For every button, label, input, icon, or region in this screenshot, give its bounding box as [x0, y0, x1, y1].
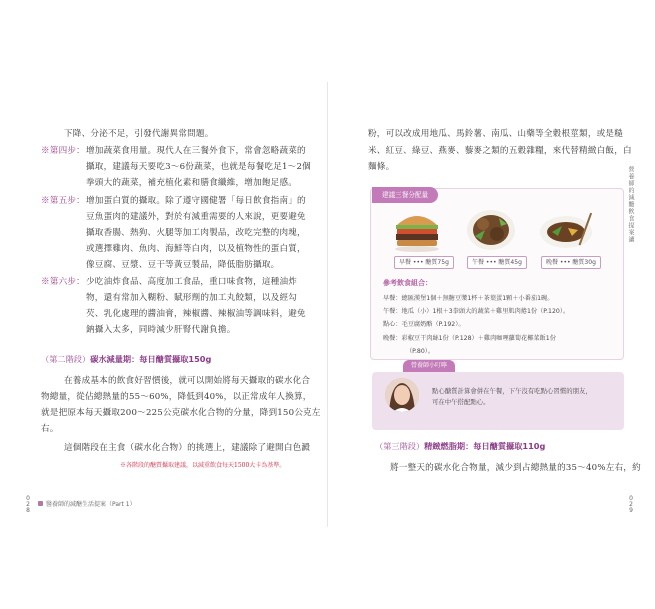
dietitian-tip-tab: 營養師小叮嚀	[403, 360, 455, 372]
left-line-4: 增加蛋白質的攝取。除了遵守國健署「每日飲食指南」的	[86, 196, 306, 206]
left-line-9: 少吃油炸食品、高度加工食品，重口味食物，這種油炸	[86, 277, 298, 287]
tip-line-0: 點心醣質計算會併在午餐，下午沒有吃點心習慣的朋友，	[432, 387, 592, 395]
menu-lunch: 午餐：地瓜（小）1根＋3拳頭大的蔬菜＋雞里肌肉捲1份（P.120）。	[383, 308, 570, 315]
section-3-title: 精緻燃脂期：每日醣質攝取110g	[424, 441, 546, 451]
tip-line-1: 可在中午搭配點心。	[432, 398, 490, 406]
section-2-title: 碳水減量期：每日醣質攝取150g	[90, 354, 212, 364]
left-line-5: 豆魚蛋肉的建議外，對於有減重需要的人來說，更要避免	[86, 212, 306, 222]
red-footnote: ※各階段的醣質攝取建議，以減重飲食每天1500大卡為基準。	[120, 462, 286, 469]
right-line-0: 粉，可以改成用地瓜、馬鈴薯、南瓜、山藥等全穀根莖類，或是糙	[368, 129, 624, 139]
left-running-footer: 醫養師的減醣生活提案（Part 1）	[46, 501, 136, 508]
left-page-number: 0 2 8	[26, 495, 30, 514]
lunch-label: 午餐 ••• 醣質45g	[467, 256, 527, 269]
dinner-label: 晚餐 ••• 醣質30g	[541, 256, 601, 269]
para2-line: 這個階段在主食（碳水化合物）的挑選上，建議除了避開白色澱	[64, 443, 311, 453]
right-page-number: 0 2 9	[629, 495, 633, 514]
left-line-0: 下降、分泌不足，引發代謝異常問題。	[64, 129, 214, 139]
left-line-1: 增加蔬菜食用量。現代人在三餐外食下，常會忽略蔬菜的	[86, 146, 306, 156]
step-4-label: ※第四步：	[41, 146, 85, 156]
menu-breakfast: 早餐：總匯漢堡1個＋無糖豆漿1杯＋茶葉蛋1顆＋小番茄1碗。	[383, 295, 554, 302]
para1-line-2: 就是把原本每天攝取200～225公克碳水化合物的分量，降到150公克左	[41, 408, 321, 418]
para1-line-1: 物總量，從佔總熱量的55～60%，降低到40%，以正常成年人換算，	[41, 392, 312, 402]
left-line-6: 攝取香腸、熱狗、火腿等加工肉製品，改吃完整的肉塊，	[86, 228, 306, 238]
folio-marker	[38, 501, 43, 506]
menu-title: 參考飲食組合：	[383, 279, 432, 287]
meal-plan-title: 建議三餐分配量	[372, 187, 438, 203]
left-line-12: 鈉攝入太多，同時減少肝腎代謝負擔。	[86, 325, 236, 335]
menu-dinner: 晚餐：彩椒豆干肉絲1份（P.128）＋雞肉咖哩蘿蔔花椰菜飯1份	[383, 335, 556, 342]
section-2-tag: （第二階段）	[41, 354, 91, 364]
lunch-image	[465, 206, 517, 252]
burger-image	[392, 205, 442, 253]
right-line-1: 米、紅豆、綠豆、燕麥、藜麥之類的五穀雜糧，來代替精緻白飯，白	[368, 146, 632, 156]
left-line-7: 或選擇雞肉、魚肉、海鮮等白肉，以及植物性的蛋白質，	[86, 244, 306, 254]
step-5-label: ※第五步：	[41, 196, 85, 206]
left-line-3: 拳頭大的蔬菜，補充植化素和膳食纖維，增加飽足感。	[86, 178, 298, 188]
para1-line-0: 在養成基本的飲食好習慣後，就可以開始將每天攝取的碳水化合	[64, 376, 311, 386]
section-3-line: 將一整天的碳水化合物量，減少到占總熱量的35～40%左右，約	[390, 463, 641, 473]
dinner-image	[538, 210, 600, 250]
menu-snack: 點心：毛豆腐奶酪（P.192）。	[383, 321, 465, 328]
breakfast-label: 早餐 ••• 醣質75g	[394, 256, 454, 269]
section-3-tag: （第三階段）	[375, 441, 425, 451]
section-3-heading	[375, 441, 545, 452]
left-line-10: 物，還有常加入糊粉、賦形劑的加工丸餃類，以及經勾	[86, 293, 298, 303]
para1-line-3: 右。	[41, 424, 59, 434]
left-line-11: 芡、乳化處理的醬油膏，辣椒醬、辣椒油等調味料，避免	[86, 309, 306, 319]
right-running-footer: 營養師的減醣飲食提案讓	[627, 166, 634, 243]
step-6-label: ※第六步：	[41, 277, 85, 287]
left-line-8: 像豆腐、豆漿、豆干等黃豆製品，降低脂肪攝取。	[86, 260, 280, 270]
page-gutter	[327, 82, 328, 527]
right-line-2: 麵條。	[368, 162, 395, 172]
section-2-heading	[41, 354, 211, 365]
dietitian-avatar	[385, 378, 419, 412]
menu-dinner-ref: （P.80）。	[406, 348, 435, 355]
left-line-2: 攝取，建議每天要吃3～6份蔬菜，也就是每餐吃足1～2個	[86, 162, 311, 172]
